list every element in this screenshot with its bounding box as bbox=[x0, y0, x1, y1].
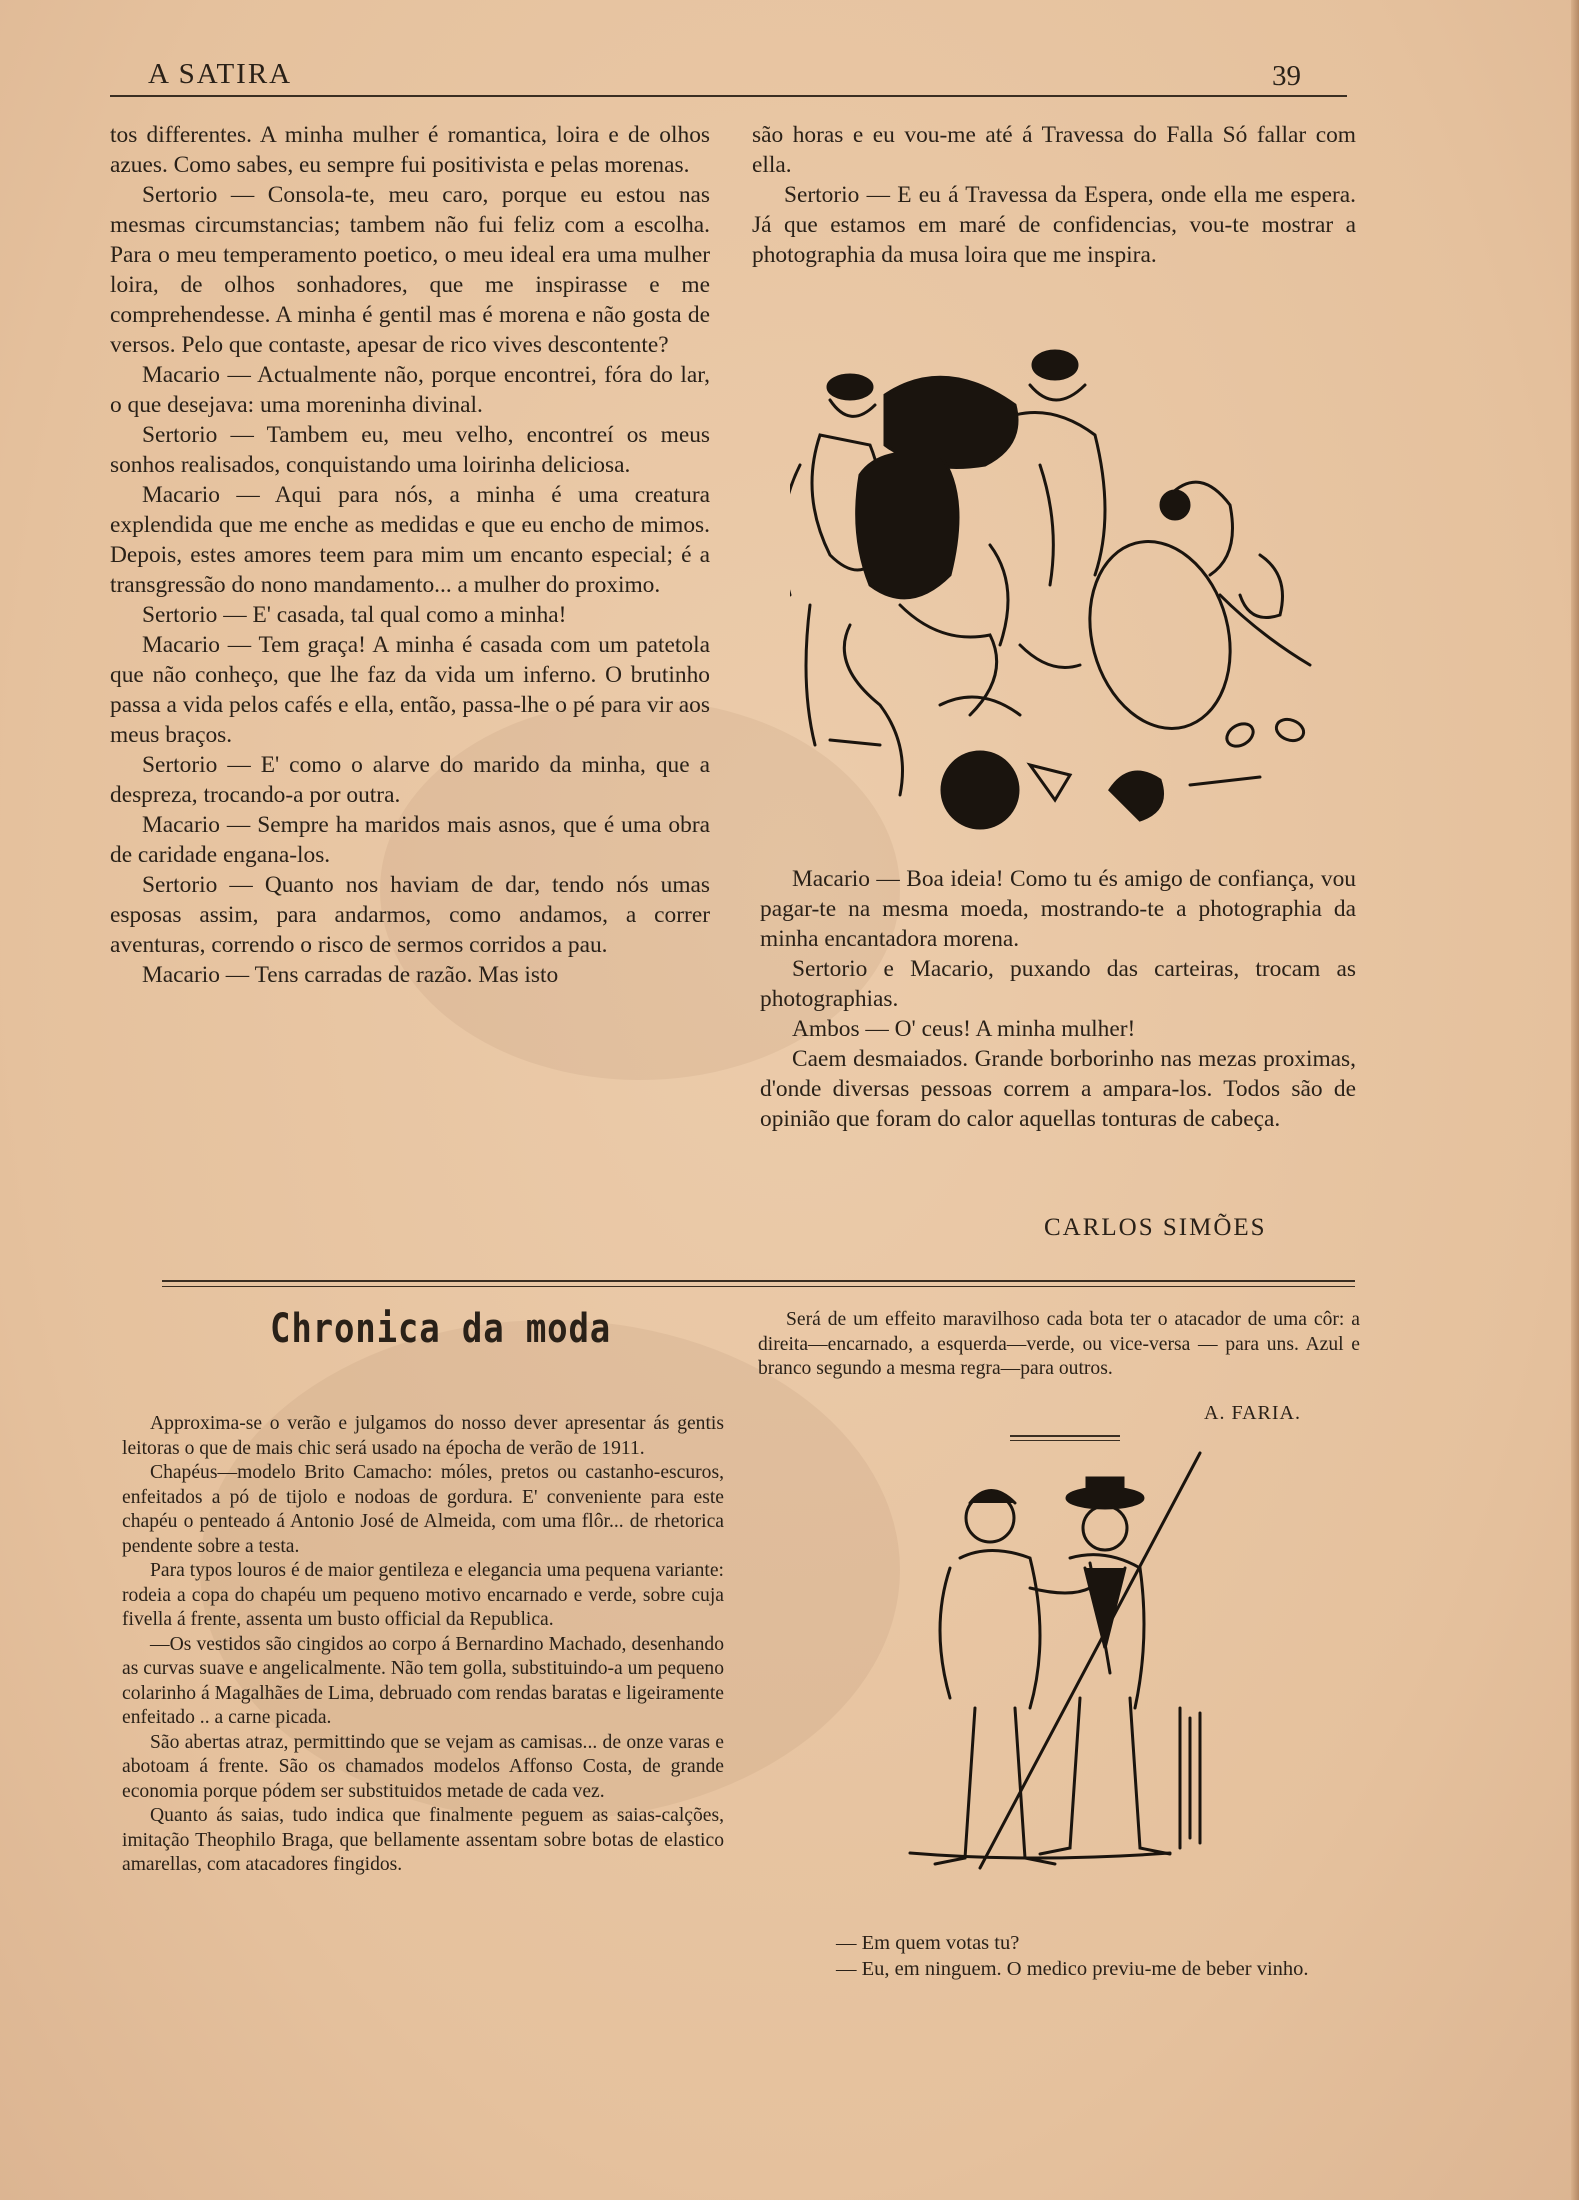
paragraph: Macario — Actualmente não, porque encontrei, fóra do lar, o que desejava: uma moreninha divinal. bbox=[110, 362, 710, 418]
fashion-column bbox=[122, 1412, 724, 1878]
article-author: CARLOS SIMÕES bbox=[1044, 1214, 1267, 1241]
paragraph: Caem desmaiados. Grande borborinho nas mezas proximas, d'onde diversas pessoas correm a ampara-los. Todos são de opinião que foram do calor aquellas tonturas de cabeça. bbox=[760, 1046, 1356, 1132]
paragraph: Ambos — O' ceus! A minha mulher! bbox=[792, 1016, 1136, 1042]
section-divider bbox=[162, 1280, 1355, 1282]
paragraph: Sertorio — E' casada, tal qual como a minha! bbox=[142, 602, 567, 628]
brawl-cartoon-illustration bbox=[790, 345, 1350, 845]
paragraph: Approxima-se o verão e julgamos do nosso dever apresentar ás gentis leitoras o que de mais chic será usado na épocha de verão de 1911. bbox=[122, 1413, 724, 1459]
paragraph: São abertas atraz, permittindo que se vejam as camisas... de onze varas e abotoam á frente. São os chamados modelos Affonso Costa, de grande economia porque pódem ser substituidos metade de cada vez. bbox=[122, 1731, 724, 1802]
article-right-column-top bbox=[752, 120, 1356, 270]
running-title: A SATIRA bbox=[148, 58, 293, 90]
caption-line: — Eu, em ninguem. O medico previu-me de beber vinho. bbox=[836, 1958, 1309, 1980]
paragraph: são horas e eu vou-me até á Travessa do Falla Só fallar com ella. bbox=[752, 122, 1356, 178]
cartoon-caption bbox=[776, 1930, 1366, 1982]
section-divider bbox=[162, 1286, 1355, 1287]
page-edge bbox=[1571, 0, 1579, 2200]
section-title: Chronica da moda bbox=[270, 1306, 612, 1352]
paragraph: Sertorio — Consola-te, meu caro, porque eu estou nas mesmas circumstancias; tambem não fui feliz com a escolha. Para o meu temperamento poetico, o meu ideal era uma mulher loira, de olhos sonhadores, que me inspirasse e me comprehendesse. A minha é gentil mas é morena e não gosta de versos. Pelo que contaste, apesar de rico vives descontente? bbox=[110, 182, 710, 358]
paragraph: tos differentes. A minha mulher é romantica, loira e de olhos azues. Como sabes, eu sempre fui positivista e pelas morenas. bbox=[110, 122, 710, 178]
page-number: 39 bbox=[1272, 60, 1301, 92]
paragraph: Macario — Boa ideia! Como tu és amigo de confiança, vou pagar-te na mesma moeda, mostrando-te a photographia da minha encantadora morena. bbox=[760, 866, 1356, 952]
paragraph: Macario — Aqui para nós, a minha é uma creatura explendida que me enche as medidas e que eu encho de mimos. Depois, estes amores teem para mim um encanto especial; é a transgressão do nono mandamento... a mulher do proximo. bbox=[110, 482, 710, 598]
paragraph: —Os vestidos são cingidos ao corpo á Bernardino Machado, desenhando as curvas suave e angelicalmente. Não tem golla, substituindo-a um pequeno colarinho á Magalhães de Lima, debruado com rendas baratas e ligeiramente enfeitado .. a carne picada. bbox=[122, 1633, 724, 1728]
header-rule bbox=[110, 95, 1347, 97]
paragraph: Macario — Tens carradas de razão. Mas isto bbox=[142, 962, 559, 988]
paragraph: Macario — Tem graça! A minha é casada com um patetola que não conheço, que lhe faz da vida um inferno. O brutinho passa a vida pelos cafés e ella, então, passa-lhe o pé para vir aos meus braços. bbox=[110, 632, 710, 748]
paragraph: Macario — Sempre ha maridos mais asnos, que é uma obra de caridade engana-los. bbox=[110, 812, 710, 868]
paragraph: Sertorio — E' como o alarve do marido da minha, que a despreza, trocando-a por outra. bbox=[110, 752, 710, 808]
article-left-column bbox=[110, 120, 710, 990]
paragraph: Sertorio — Quanto nos haviam de dar, tendo nós umas esposas assim, para andarmos, como andamos, a correr aventuras, correndo o risco de sermos corridos a pau. bbox=[110, 872, 710, 958]
article-right-column-bottom bbox=[760, 864, 1356, 1134]
fashion-column-right bbox=[758, 1308, 1360, 1382]
short-divider bbox=[1010, 1435, 1120, 1437]
paragraph: Quanto ás saias, tudo indica que finalmente peguem as saias-calções, imitação Theophilo Braga, que bellamente assentam sobre botas de elastico amarellas, com atacadores fingidos. bbox=[122, 1805, 724, 1875]
paragraph: Chapéus—modelo Brito Camacho: móles, pretos ou castanho-escuros, enfeitados a pó de tijolo e nodoas de gordura. E' conveniente para este chapéu o penteado á Antonio José de Almeida, com uma flôr... de rhetorica pendente sobre a testa. bbox=[122, 1462, 724, 1557]
two-men-cartoon-illustration bbox=[890, 1448, 1320, 1908]
paragraph: Sertorio — Tambem eu, meu velho, encontreí os meus sonhos realisados, conquistando uma loirinha deliciosa. bbox=[110, 422, 710, 478]
paragraph: Sertorio — E eu á Travessa da Espera, onde ella me espera. Já que estamos em maré de confidencias, vou-te mostrar a photographia da musa loira que me inspira. bbox=[752, 182, 1356, 268]
fashion-author: A. FARIA. bbox=[1204, 1402, 1301, 1424]
paragraph: Para typos louros é de maior gentileza e elegancia uma pequena variante: rodeia a copa do chapéu um pequeno motivo encarnado e verde, sobre cuja fivella á frente, assenta um busto official da Republica. bbox=[122, 1560, 724, 1630]
caption-line: — Em quem votas tu? bbox=[836, 1932, 1020, 1954]
paragraph: Será de um effeito maravilhoso cada bota ter o atacador de uma côr: a direita—encarnado, a esquerda—verde, ou vice-versa — para uns. Azul e branco segundo a mesma regra—para outros. bbox=[758, 1309, 1360, 1379]
paragraph: Sertorio e Macario, puxando das carteiras, trocam as photographias. bbox=[760, 956, 1356, 1012]
short-divider bbox=[1010, 1440, 1120, 1441]
